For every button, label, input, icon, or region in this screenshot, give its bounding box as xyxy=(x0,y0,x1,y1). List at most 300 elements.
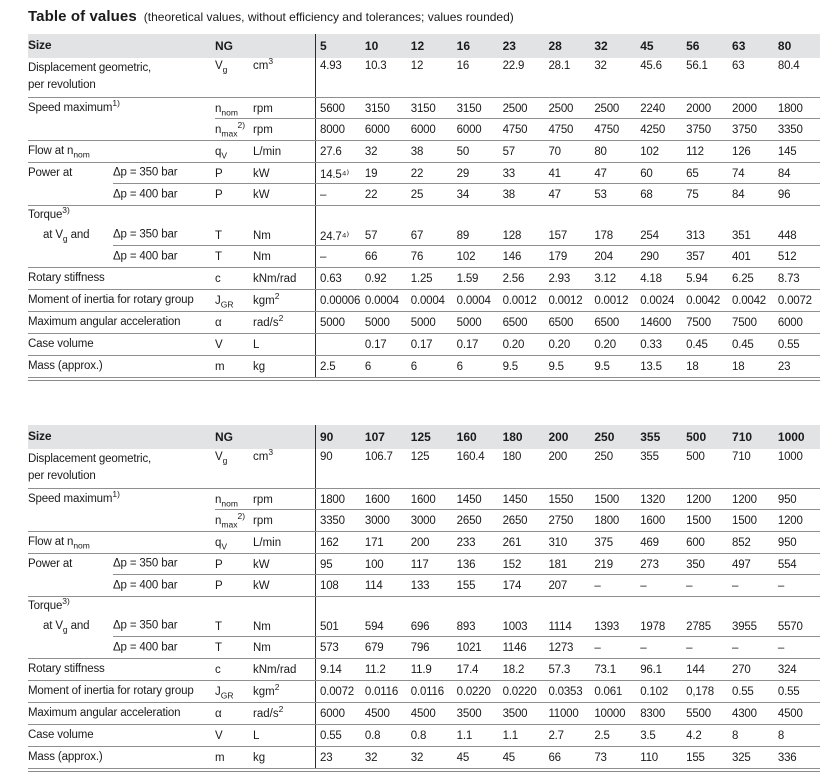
value-cell: 5000 xyxy=(315,312,361,333)
value-cell: 4500 xyxy=(410,707,436,720)
value-cell: 250 xyxy=(594,451,613,463)
row-label: Moment of inertia for rotary group xyxy=(28,685,194,698)
symbol-cell: P xyxy=(215,188,223,201)
value-cell: 2000 xyxy=(732,102,757,115)
value-cell: 4.93 xyxy=(315,58,361,97)
value-cell: 9.5 xyxy=(502,360,518,373)
value-cell: 5500 xyxy=(686,707,711,720)
value-cell: 207 xyxy=(548,579,568,592)
value-cell: 29 xyxy=(456,167,470,180)
symbol-cell: $q_V$ xyxy=(215,145,228,160)
row-sublabel: Δp = 350 bar xyxy=(113,167,178,180)
value-cell: 57 xyxy=(364,229,378,242)
value-cell: 89 xyxy=(456,229,470,242)
value-cell xyxy=(315,597,361,616)
table-row xyxy=(28,703,820,725)
table-row xyxy=(28,510,820,532)
value-cell: 23 xyxy=(315,747,361,768)
table-row xyxy=(28,163,820,184)
value-cell: 60 xyxy=(640,167,653,180)
value-cell: 1978 xyxy=(640,620,666,633)
value-cell: 355 xyxy=(640,451,659,463)
value-cell: 497 xyxy=(732,558,751,571)
value-cell: 33 xyxy=(502,167,515,180)
value-cell: 6000 xyxy=(315,703,361,724)
value-cell: – xyxy=(594,641,601,654)
value-cell: 0.0042 xyxy=(686,294,721,307)
value-cell: 3350 xyxy=(315,510,361,531)
value-cell: 1320 xyxy=(640,493,666,506)
table-row xyxy=(28,659,820,681)
value-cell: 1200 xyxy=(777,514,803,527)
value-cell: 73 xyxy=(594,751,607,764)
table-row xyxy=(28,532,820,554)
value-cell: 0.8 xyxy=(364,729,381,742)
value-cell: 0.17 xyxy=(456,338,479,351)
value-cell: 0.20 xyxy=(502,338,525,351)
symbol-cell: $n_{max}^{2)}$ xyxy=(215,510,246,529)
size-column-header: 45 xyxy=(640,39,654,53)
symbol-cell: $q_V$ xyxy=(215,536,228,551)
value-cell: 0.0116 xyxy=(410,685,444,698)
row-sublabel: Δp = 350 bar xyxy=(113,229,178,242)
size-column-header: 200 xyxy=(548,430,569,444)
size-column-header: 355 xyxy=(640,430,661,444)
value-cell: 3.5 xyxy=(640,729,656,742)
value-cell: 324 xyxy=(777,663,797,676)
symbol-cell: V xyxy=(215,338,223,351)
value-cell: 313 xyxy=(686,229,705,242)
table-header-row xyxy=(28,425,820,449)
value-cell: 573 xyxy=(315,637,361,658)
value-cell: 5000 xyxy=(456,316,482,329)
value-cell: 401 xyxy=(732,250,751,263)
value-cell: 5000 xyxy=(364,316,390,329)
value-cell: 136 xyxy=(456,558,476,571)
row-label: at $V_g$ and Δp = 350 bar xyxy=(43,229,178,244)
value-cell: 2785 xyxy=(686,620,711,633)
table-row xyxy=(28,575,820,597)
row-label: at $V_g$ and Δp = 350 bar xyxy=(43,620,178,635)
unit-cell: rad/$s^2$ xyxy=(253,703,284,720)
value-cell: 6 xyxy=(456,360,463,373)
value-cell: 160.4 xyxy=(456,451,485,463)
table-row xyxy=(28,356,820,378)
value-cell: 0.0072 xyxy=(315,681,361,702)
value-cell: 1500 xyxy=(686,514,711,527)
value-cell: 155 xyxy=(686,751,705,764)
value-cell: 0.0353 xyxy=(548,685,583,698)
value-cell: 0.061 xyxy=(594,685,623,698)
value-cell: 6.25 xyxy=(732,272,754,285)
value-cell: 7500 xyxy=(732,316,757,329)
row-label: Rotary stiffness xyxy=(28,272,105,285)
row-sublabel: Δp = 350 bar xyxy=(113,558,178,571)
size-column-header: 80 xyxy=(777,39,792,53)
value-cell: 75 xyxy=(686,188,699,201)
value-cell: 0.0012 xyxy=(502,294,537,307)
row-label: Speed maximum$^{1)}$ xyxy=(28,98,120,115)
value-cell: 53 xyxy=(594,188,607,201)
value-cell: 14600 xyxy=(640,316,672,329)
value-cell: 1.1 xyxy=(502,729,518,742)
value-cell: 325 xyxy=(732,751,751,764)
value-cell: 6 xyxy=(410,360,417,373)
row-sublabel: Δp = 400 bar xyxy=(113,579,178,592)
value-cell: 0.8 xyxy=(410,729,427,742)
value-cell: 6 xyxy=(364,360,372,373)
value-cell: – xyxy=(640,579,647,592)
value-cell: 0.92 xyxy=(364,272,387,285)
value-cell: 66 xyxy=(364,250,378,263)
value-cell: 0.0072 xyxy=(777,294,812,307)
value-cell: 1800 xyxy=(315,489,361,510)
value-cell: 0.0012 xyxy=(594,294,629,307)
value-cell: 710 xyxy=(732,451,751,463)
size-column-header: 63 xyxy=(732,39,746,53)
value-cell: 1146 xyxy=(502,641,527,654)
value-cell: 2500 xyxy=(548,102,574,115)
value-cell: 9.5 xyxy=(594,360,610,373)
value-cell: 6000 xyxy=(364,123,390,136)
value-cell: 76 xyxy=(410,250,424,263)
value-cell: 146 xyxy=(502,250,522,263)
table-row xyxy=(28,616,820,637)
table-row xyxy=(28,489,820,510)
size-column-header: 160 xyxy=(456,430,477,444)
row-label: Power at Δp = 350 bar xyxy=(28,165,215,182)
value-cell: 180 xyxy=(502,451,522,463)
value-cell: 1450 xyxy=(456,493,482,506)
value-cell: 63 xyxy=(732,60,745,72)
value-cell: 696 xyxy=(410,620,430,633)
value-cell: 11.9 xyxy=(410,663,432,676)
size-column-header: 10 xyxy=(364,39,379,53)
row-label: Flow at $n_{nom}$ xyxy=(28,145,90,160)
unit-cell: $cm^3$ xyxy=(253,56,274,72)
unit-cell: L/min xyxy=(253,145,282,158)
value-cell: 6000 xyxy=(777,316,803,329)
value-cell: 0.33 xyxy=(640,338,662,351)
value-cell: 56.1 xyxy=(686,60,708,72)
value-cell: 5000 xyxy=(410,316,436,329)
unit-cell: L xyxy=(253,338,260,351)
value-cell: 0.00006 xyxy=(315,290,361,311)
value-cell: 200 xyxy=(410,536,430,549)
value-cell: 0.0220 xyxy=(502,685,537,698)
value-cell: 0.0004 xyxy=(410,294,445,307)
table-row xyxy=(28,312,820,334)
value-cell: 84 xyxy=(777,167,791,180)
value-cell: 512 xyxy=(777,250,797,263)
value-cell: 852 xyxy=(732,536,751,549)
value-cell: 67 xyxy=(410,229,424,242)
row-label: Power at Δp = 350 bar xyxy=(28,556,215,573)
value-cell: 6500 xyxy=(502,316,528,329)
value-cell: 4500 xyxy=(364,707,390,720)
page-title xyxy=(28,8,838,25)
value-cell: 3150 xyxy=(410,102,436,115)
value-cell: 1.25 xyxy=(410,272,433,285)
value-cell: 350 xyxy=(686,558,705,571)
value-cell: 2000 xyxy=(686,102,711,115)
value-cell: 6000 xyxy=(456,123,482,136)
value-cell: 114 xyxy=(364,579,383,592)
unit-cell: L/min xyxy=(253,536,282,549)
value-cell: 3500 xyxy=(456,707,482,720)
size-column-header: 16 xyxy=(456,39,471,53)
unit-cell: kgm$^2$ xyxy=(253,681,280,698)
value-cell: 12 xyxy=(410,60,424,72)
value-cell: 80.4 xyxy=(777,60,800,72)
table-row xyxy=(28,58,820,98)
table-row xyxy=(28,141,820,163)
row-label: Maximum angular acceleration xyxy=(28,316,181,329)
size-column-header: 12 xyxy=(410,39,425,53)
value-cell: 469 xyxy=(640,536,659,549)
value-cell: 2650 xyxy=(456,514,482,527)
value-cell: 4750 xyxy=(502,123,528,136)
value-cell: 0.20 xyxy=(594,338,616,351)
table-row xyxy=(28,119,820,141)
value-cell: 2500 xyxy=(502,102,528,115)
value-cell: 5.94 xyxy=(686,272,708,285)
value-cell: 23 xyxy=(777,360,791,373)
value-cell: 0.0024 xyxy=(640,294,675,307)
symbol-cell: $J_{GR}$ xyxy=(215,685,234,700)
table-row xyxy=(28,725,820,747)
value-cell: 4750 xyxy=(548,123,574,136)
table-row xyxy=(28,290,820,312)
value-cell: 18 xyxy=(732,360,745,373)
value-cell: 1003 xyxy=(502,620,528,633)
value-cell: 108 xyxy=(315,575,361,596)
unit-cell: rpm xyxy=(253,514,273,527)
size-column-header: 180 xyxy=(502,430,523,444)
value-cell: 45 xyxy=(502,751,515,764)
value-cell: 600 xyxy=(686,536,705,549)
value-cell: – xyxy=(732,579,739,592)
value-cell: 102 xyxy=(640,145,659,158)
value-cell: 3750 xyxy=(686,123,711,136)
value-cell: 125 xyxy=(410,451,430,463)
value-cell: 6500 xyxy=(594,316,620,329)
value-cell: 112 xyxy=(686,145,704,158)
value-cell: 95 xyxy=(315,554,361,575)
unit-cell: Nm xyxy=(253,620,271,633)
value-cell: 0.45 xyxy=(686,338,708,351)
value-cell: 1500 xyxy=(732,514,757,527)
value-cell: 22 xyxy=(364,188,378,201)
value-cell: 4500 xyxy=(777,707,803,720)
row-label: Flow at $n_{nom}$ xyxy=(28,536,90,551)
value-cell: 2750 xyxy=(548,514,574,527)
value-cell: 1021 xyxy=(456,641,482,654)
size-column-header: 90 xyxy=(315,425,361,449)
size-header-label: Size xyxy=(28,429,52,444)
value-cell: 254 xyxy=(640,229,659,242)
value-cell: 11.2 xyxy=(364,663,386,676)
symbol-cell: T xyxy=(215,250,223,263)
value-cell: 0.0220 xyxy=(456,685,491,698)
value-cell: 45 xyxy=(456,751,470,764)
value-cell: 38 xyxy=(410,145,424,158)
size-column-header: 250 xyxy=(594,430,615,444)
value-cell: 24.7⁴⁾ xyxy=(315,225,361,246)
unit-cell: Nm xyxy=(253,229,271,242)
size-column-header: 28 xyxy=(548,39,562,53)
value-cell: 679 xyxy=(364,641,384,654)
row-sublabel: Δp = 400 bar xyxy=(113,188,178,201)
value-cell: 8.73 xyxy=(777,272,800,285)
value-cell: 0.0116 xyxy=(364,685,399,698)
value-cell: – xyxy=(777,641,785,654)
table-row xyxy=(28,637,820,659)
table-row xyxy=(28,681,820,703)
table-row xyxy=(28,597,820,616)
table-row xyxy=(28,206,820,225)
value-cell: 34 xyxy=(456,188,470,201)
value-cell: 152 xyxy=(502,558,522,571)
value-cell: 73.1 xyxy=(594,663,616,676)
value-cell: 4750 xyxy=(594,123,620,136)
table-header-row xyxy=(28,34,820,58)
symbol-cell: P xyxy=(215,579,223,592)
value-cell: 178 xyxy=(594,229,613,242)
table-row xyxy=(28,184,820,206)
symbol-cell: m xyxy=(215,751,225,764)
table-subtitle: (theoretical values, without efficiency and tolerances; values rounded) xyxy=(143,10,514,24)
value-cell: 500 xyxy=(686,451,705,463)
value-cell: 1500 xyxy=(594,493,620,506)
symbol-cell: P xyxy=(215,558,223,571)
row-label: Displacement geometric, per revolution xyxy=(28,453,152,482)
value-cell: 74 xyxy=(732,167,745,180)
row-label: Displacement geometric, per revolution xyxy=(28,62,152,91)
unit-cell: kg xyxy=(253,751,266,764)
size-column-header: 107 xyxy=(364,430,385,444)
size-column-header: 23 xyxy=(502,39,516,53)
row-label: Maximum angular acceleration xyxy=(28,707,181,720)
unit-cell: kW xyxy=(253,167,270,180)
value-cell: 106.7 xyxy=(364,451,393,463)
value-cell: 1600 xyxy=(364,493,390,506)
value-cell: 375 xyxy=(594,536,613,549)
value-cell: 7500 xyxy=(686,316,711,329)
value-cell: 0.0012 xyxy=(548,294,583,307)
row-sublabel: Δp = 350 bar xyxy=(113,620,178,633)
size-column-header: 56 xyxy=(686,39,700,53)
row-label: Moment of inertia for rotary group xyxy=(28,294,194,307)
value-cell: 11000 xyxy=(548,707,579,720)
values-table-1 xyxy=(28,34,820,381)
value-cell: 179 xyxy=(548,250,568,263)
value-cell: 100 xyxy=(364,558,384,571)
value-cell: 0.55 xyxy=(732,685,754,698)
row-label: Mass (approx.) xyxy=(28,751,103,764)
value-cell: 1800 xyxy=(777,102,803,115)
value-cell: 336 xyxy=(777,751,797,764)
value-cell: 950 xyxy=(777,536,797,549)
value-cell: 41 xyxy=(548,167,561,180)
row-label: Mass (approx.) xyxy=(28,360,103,373)
value-cell: 19 xyxy=(364,167,378,180)
value-cell: 66 xyxy=(548,751,561,764)
unit-cell: rpm xyxy=(253,123,273,136)
value-cell: 162 xyxy=(315,532,361,553)
value-cell: 3750 xyxy=(732,123,757,136)
value-cell: 1200 xyxy=(732,493,757,506)
row-label: Rotary stiffness xyxy=(28,663,105,676)
unit-cell: L xyxy=(253,729,260,742)
value-cell: 174 xyxy=(502,579,522,592)
row-label: Case volume xyxy=(28,338,94,351)
size-column-header: 32 xyxy=(594,39,608,53)
value-cell: 2240 xyxy=(640,102,666,115)
value-cell: 57 xyxy=(502,145,515,158)
value-cell: 110 xyxy=(640,751,658,764)
value-cell: 128 xyxy=(502,229,522,242)
ng-header-label: NG xyxy=(215,39,233,53)
unit-cell: kNm/rad xyxy=(253,663,297,676)
value-cell: 1600 xyxy=(640,514,666,527)
table-row xyxy=(28,98,820,119)
table-row xyxy=(28,334,820,356)
table-row xyxy=(28,554,820,575)
value-cell: 554 xyxy=(777,558,797,571)
value-cell: 10000 xyxy=(594,707,626,720)
value-cell: – xyxy=(640,641,647,654)
value-cell: 1273 xyxy=(548,641,574,654)
value-cell: 45.6 xyxy=(640,60,662,72)
row-label: Torque$^{3)}$ xyxy=(28,205,70,222)
value-cell: 90 xyxy=(315,449,361,488)
value-cell: 32 xyxy=(364,145,378,158)
value-cell: 200 xyxy=(548,451,568,463)
value-cell: 796 xyxy=(410,641,430,654)
value-cell: 157 xyxy=(548,229,568,242)
unit-cell: rpm xyxy=(253,102,273,115)
table-row xyxy=(28,449,820,489)
unit-cell: kW xyxy=(253,558,270,571)
table-row xyxy=(28,246,820,268)
value-cell: 3150 xyxy=(364,102,390,115)
symbol-cell: T xyxy=(215,641,223,654)
value-cell: 0.55 xyxy=(777,338,800,351)
value-cell: 1114 xyxy=(548,620,572,633)
value-cell: 290 xyxy=(640,250,659,263)
value-cell: – xyxy=(686,641,693,654)
value-cell: 0,178 xyxy=(686,685,714,698)
value-cell: 310 xyxy=(548,536,568,549)
value-cell: 0.102 xyxy=(640,685,669,698)
unit-cell: rad/$s^2$ xyxy=(253,312,284,329)
symbol-cell: $n_{max}^{2)}$ xyxy=(215,119,246,138)
value-cell: 3955 xyxy=(732,620,757,633)
value-cell: 3000 xyxy=(364,514,390,527)
size-header-label: Size xyxy=(28,38,52,53)
value-cell: 57.3 xyxy=(548,663,571,676)
value-cell: 0.55 xyxy=(777,685,800,698)
unit-cell: kW xyxy=(253,188,270,201)
value-cell: 501 xyxy=(315,616,361,637)
value-cell xyxy=(315,206,361,225)
value-cell: 5570 xyxy=(777,620,803,633)
value-cell: 144 xyxy=(686,663,705,676)
value-cell: 70 xyxy=(548,145,561,158)
value-cell: 6500 xyxy=(548,316,574,329)
unit-cell: Nm xyxy=(253,641,271,654)
